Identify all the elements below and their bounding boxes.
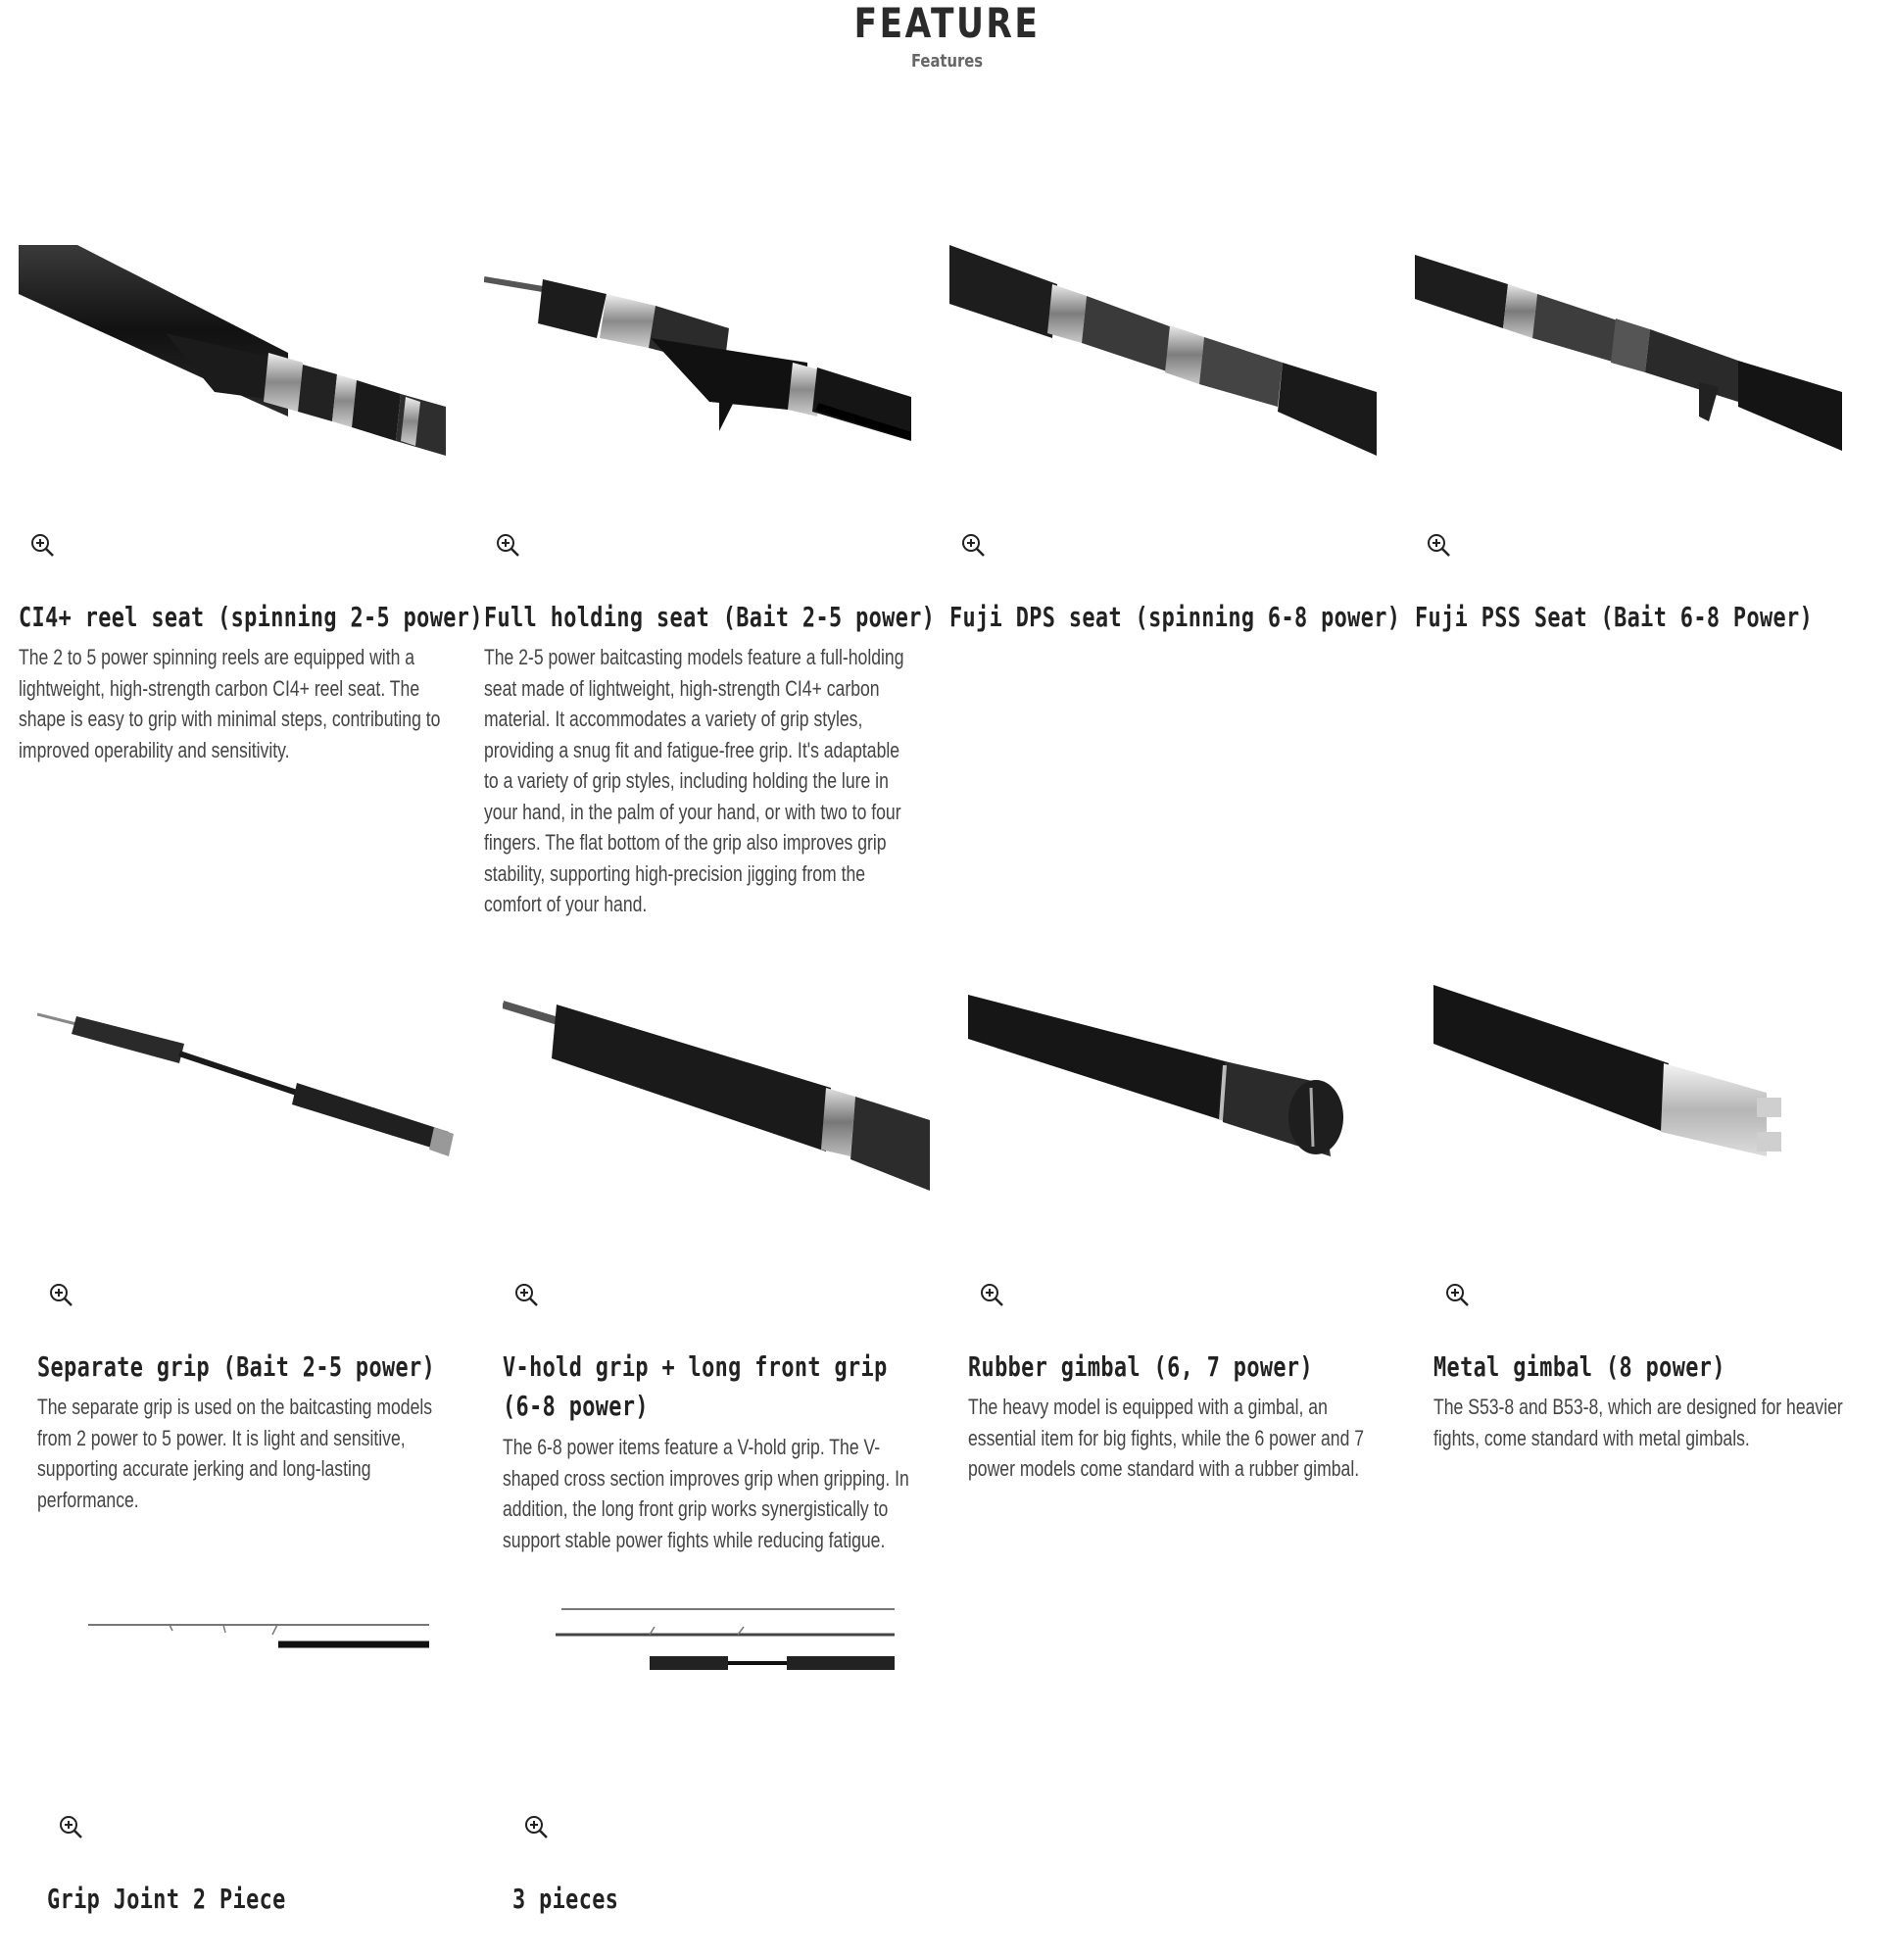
- feature-title: Rubber gimbal (6, 7 power): [968, 1350, 1314, 1383]
- feature-title: Metal gimbal (8 power): [1433, 1350, 1725, 1383]
- v-hold-grip-photo[interactable]: [503, 995, 930, 1220]
- feature-title: CI4+ reel seat (spinning 2-5 power): [19, 601, 483, 633]
- feature-description: The 2-5 power baitcasting models feature a full-holding seat made of lightweight, high-strength CI4+ carbon material. It accommodates a variety of grip styles, providing a snug fit and fatigue-free grip. It's adaptable to a variety of grip styles, including holding the lure in your hand, in the palm of your hand, or with two to four fingers. The flat bottom of the grip also improves grip stability, supporting high-precision jigging from the comfort of your hand.: [484, 645, 904, 916]
- zoom-in-icon[interactable]: [28, 531, 58, 561]
- metal-gimbal-photo[interactable]: [1433, 985, 1861, 1210]
- zoom-in-icon[interactable]: [1443, 1281, 1473, 1310]
- zoom-in-icon[interactable]: [57, 1813, 86, 1842]
- feature-title: V-hold grip + long front grip (6-8 power): [503, 1350, 888, 1422]
- fuji-dps-seat-photo[interactable]: [949, 245, 1377, 470]
- zoom-in-icon[interactable]: [978, 1281, 1007, 1310]
- zoom-in-icon[interactable]: [512, 1281, 542, 1310]
- fuji-pss-seat-photo[interactable]: [1415, 245, 1842, 470]
- feature-description: The S53-8 and B53-8, which are designed for heavier fights, come standard with metal gimbals.: [1433, 1395, 1843, 1450]
- zoom-in-icon[interactable]: [1425, 531, 1454, 561]
- feature-title: Full holding seat (Bait 2-5 power): [484, 601, 936, 633]
- spinning-reel-seat-photo[interactable]: [19, 245, 446, 470]
- bait-holding-seat-photo[interactable]: [484, 245, 911, 470]
- feature-title: 3 pieces: [512, 1883, 619, 1915]
- two-piece-rod-photo[interactable]: [47, 1607, 474, 1686]
- feature-title: Fuji PSS Seat (Bait 6-8 Power): [1415, 601, 1814, 633]
- feature-description: The separate grip is used on the baitcasting models from 2 power to 5 power. It is light and sensitive, supporting accurate jerking and long-lasting performance.: [37, 1395, 433, 1512]
- feature-title: Grip Joint 2 Piece: [47, 1883, 286, 1915]
- zoom-in-icon[interactable]: [47, 1281, 76, 1310]
- zoom-in-icon[interactable]: [494, 531, 523, 561]
- feature-description: The 6-8 power items feature a V-hold grip. The V-shaped cross section improves grip when gripping. In addition, the long front grip works synergistically to support stable power fights while reducing fatigue.: [503, 1435, 909, 1552]
- section-header: [0, 0, 1894, 72]
- three-piece-rod-photo[interactable]: [512, 1597, 940, 1686]
- feature-description: The heavy model is equipped with a gimbal, an essential item for big fights, while the 6 power and 7 power models come standard with a rubber gimbal.: [968, 1395, 1365, 1481]
- page-subtitle: Features: [910, 51, 984, 72]
- feature-title: Fuji DPS seat (spinning 6-8 power): [949, 601, 1401, 633]
- rubber-gimbal-photo[interactable]: [968, 995, 1395, 1220]
- feature-title: Separate grip (Bait 2-5 power): [37, 1350, 436, 1383]
- zoom-in-icon[interactable]: [959, 531, 989, 561]
- feature-description: The 2 to 5 power spinning reels are equipped with a lightweight, high-strength carbon CI4+ reel seat. The shape is easy to grip with minimal steps, contributing to improved operability and sensitivity.: [19, 645, 441, 762]
- page-title: FEATURE: [853, 0, 1041, 47]
- separate-grip-photo[interactable]: [37, 995, 464, 1220]
- zoom-in-icon[interactable]: [522, 1813, 552, 1842]
